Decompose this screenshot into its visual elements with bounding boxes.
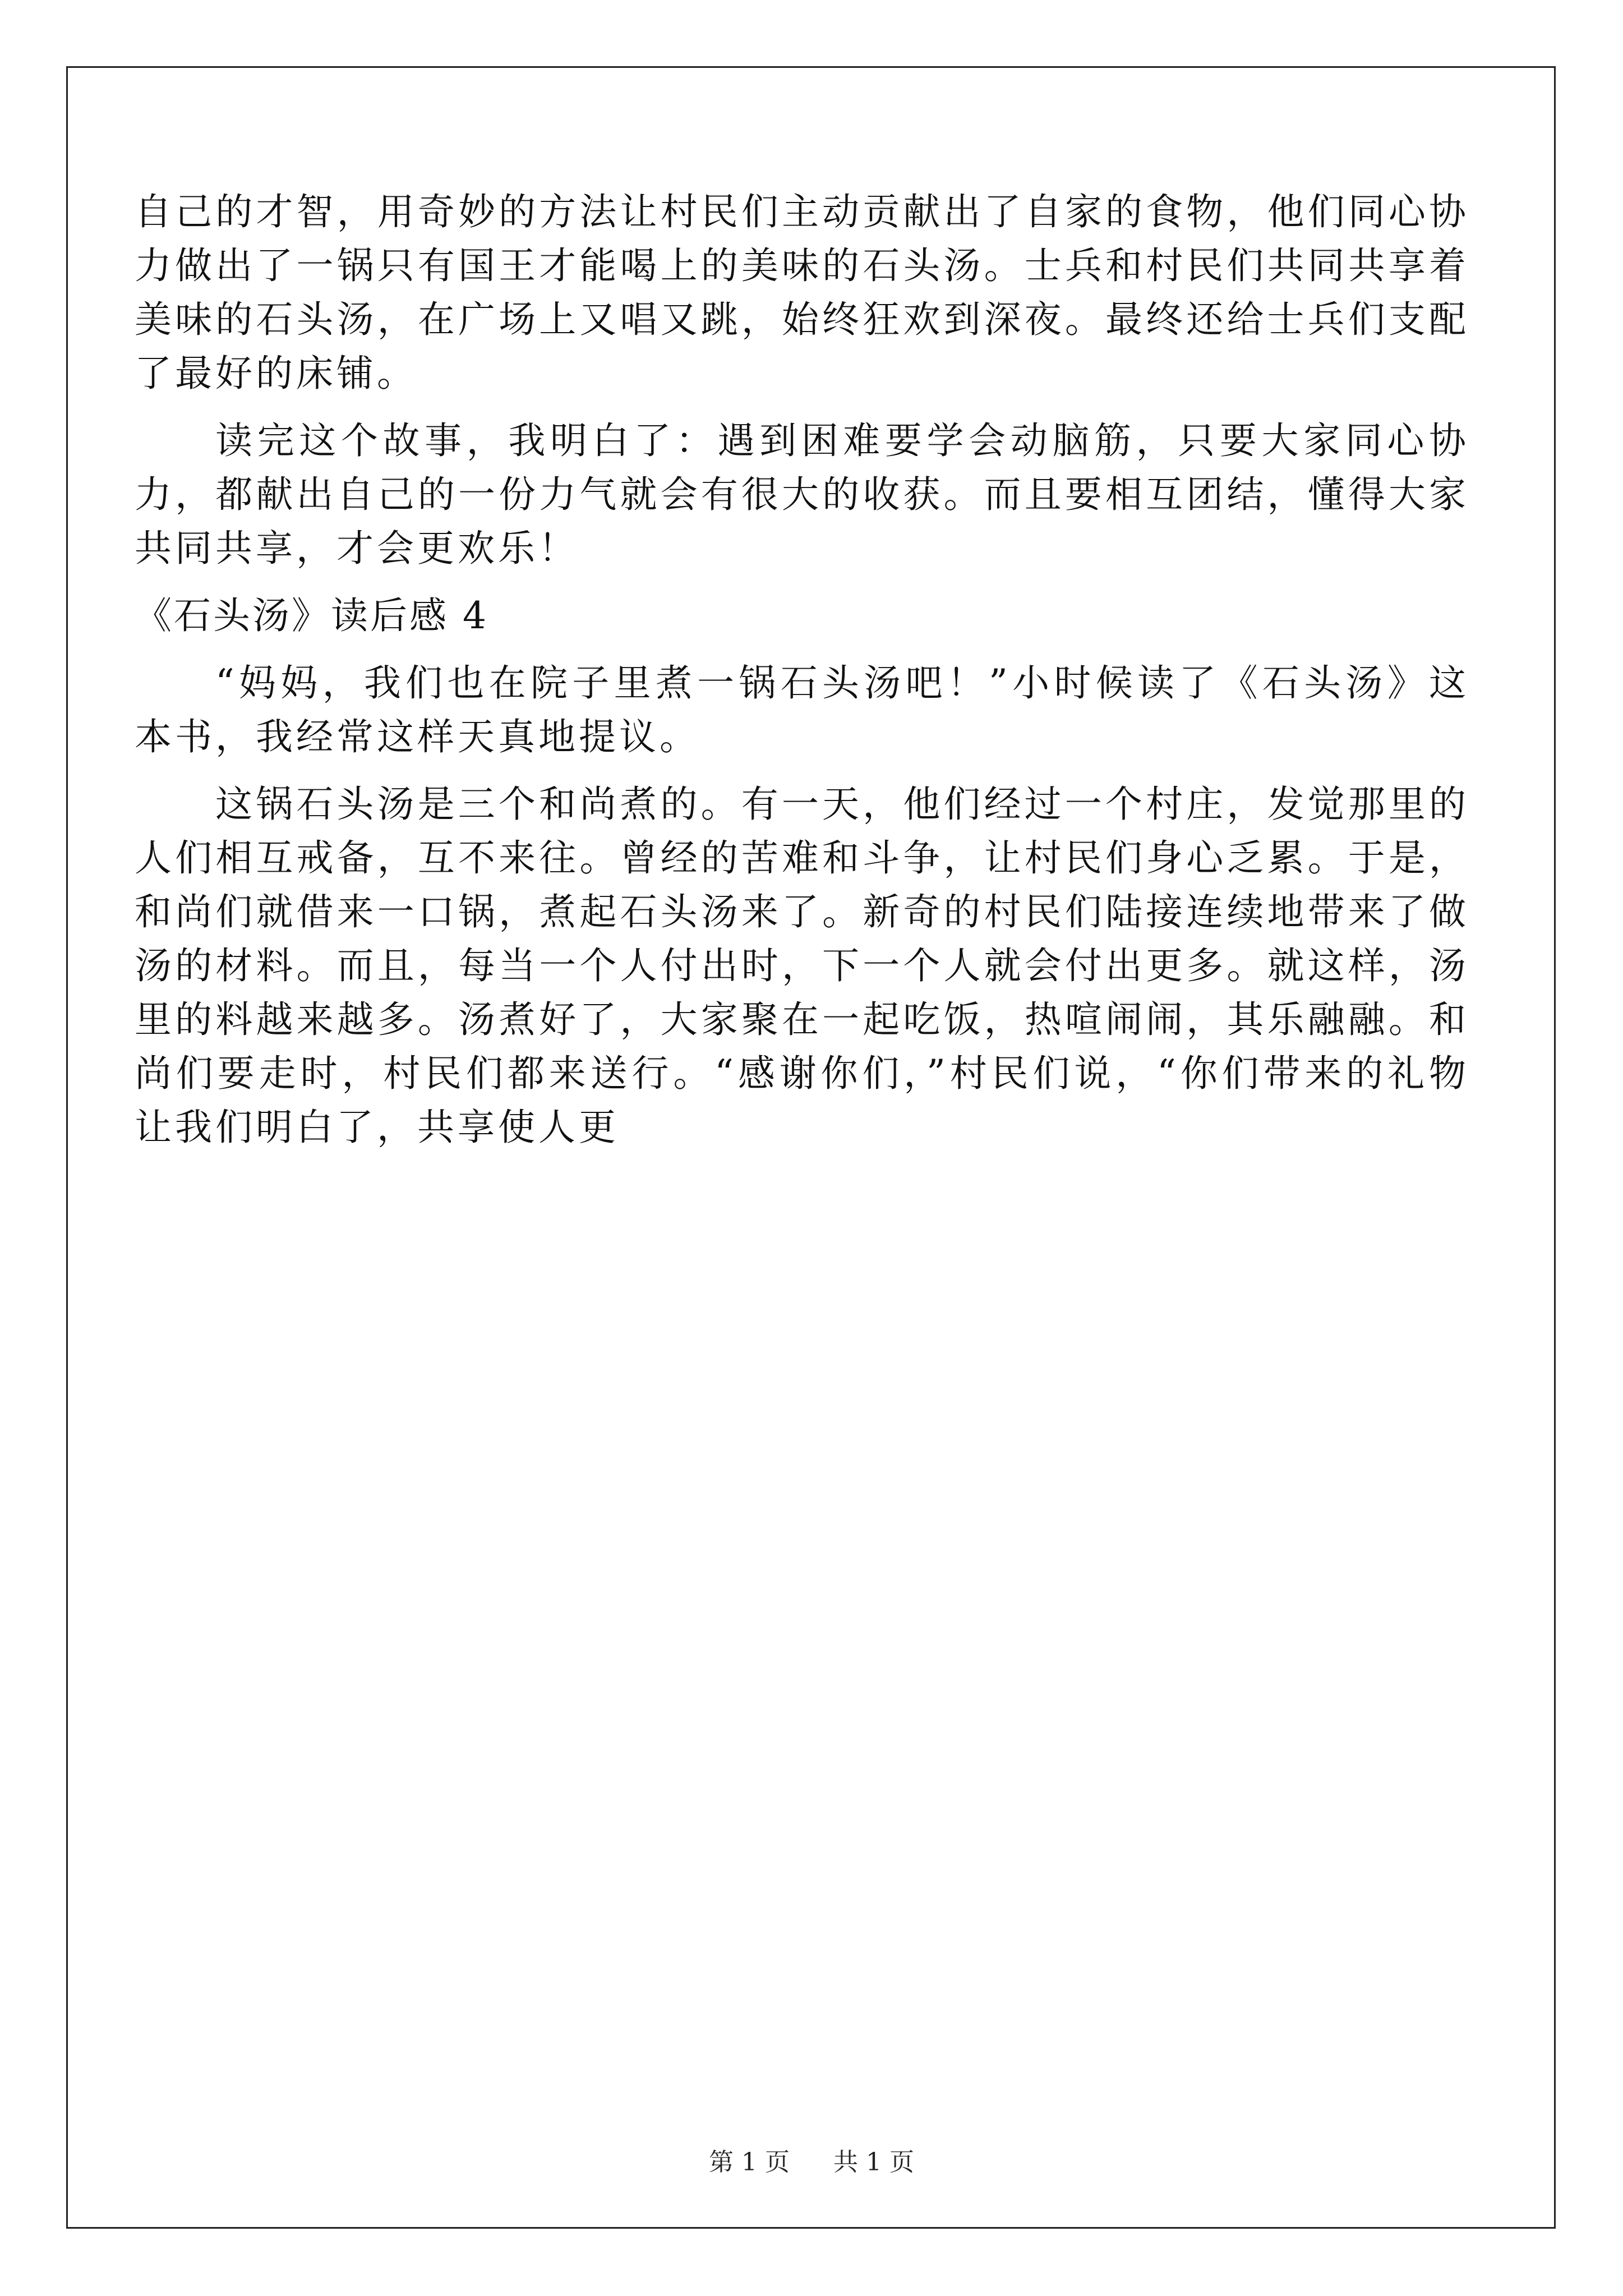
document-body xyxy=(135,185,1469,1154)
page-current-label: 第 1 页 xyxy=(709,2148,790,2177)
paragraph-2: 读完这个故事，我明白了：遇到困难要学会动脑筋，只要大家同心协力，都献出自己的一份力气就会有很大的收获。而且要相互团结，懂得大家共同共享，才会更欢乐！ xyxy=(135,419,1469,570)
paragraph-4: 这锅石头汤是三个和尚煮的。有一天，他们经过一个村庄，发觉那里的人们相互戒备，互不来往。曾经的苦难和斗争，让村民们身心乏累。于是，和尚们就借来一口锅，煮起石头汤来了。新奇的村民们陆接连续地带来了做汤的材料。而且，每当一个人付出时，下一个人就会付出更多。就这样，汤里的料越来越多。汤煮好了，大家聚在一起吃饭，热喧闹闹，其乐融融。和尚们要走时，村民们都来送行。“感谢你们，”村民们说，“你们带来的礼物让我们明白了，共享使人更 xyxy=(135,783,1469,1149)
paragraph-3: “妈妈，我们也在院子里煮一锅石头汤吧！”小时候读了《石头汤》这本书，我经常这样天真地提议。 xyxy=(135,661,1469,758)
page-footer xyxy=(0,2146,1623,2179)
section-title: 《石头汤》读后感 4 xyxy=(135,594,488,637)
paragraph-1: 自己的才智，用奇妙的方法让村民们主动贡献出了自家的食物，他们同心协力做出了一锅只有国王才能喝上的美味的石头汤。士兵和村民们共同共享着美味的石头汤，在广场上又唱又跳，始终狂欢到深夜。最终还给士兵们支配了最好的床铺。 xyxy=(135,190,1469,395)
page-total-label: 共 1 页 xyxy=(833,2148,914,2177)
